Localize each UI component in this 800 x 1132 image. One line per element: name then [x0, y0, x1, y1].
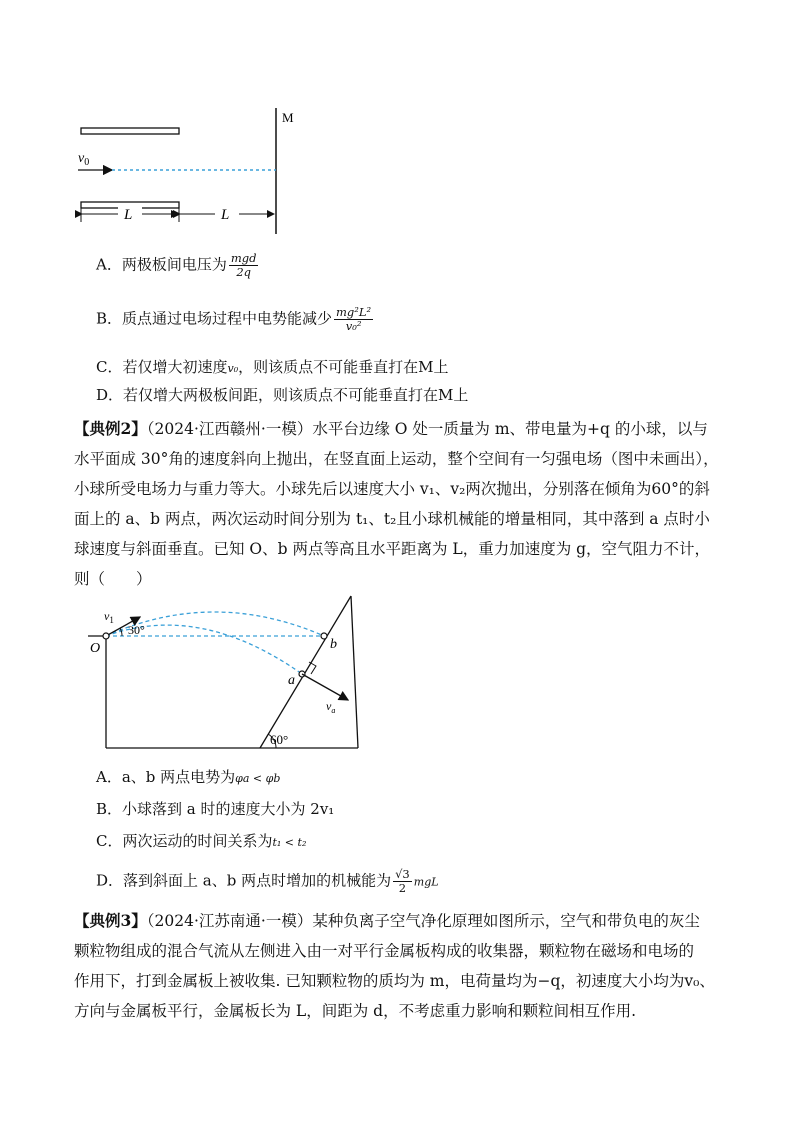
point-b — [321, 633, 327, 639]
example3-line-4: 方向与金属板平行，金属板长为 L，间距为 d，不考虑重力影响和颗粒间相互作用. — [74, 1002, 636, 1020]
example2-line-6: 则（ ） — [74, 570, 152, 588]
label-l1: L — [124, 207, 133, 223]
example3-line-2: 颗粒物组成的混合气流从左侧进入由一对平行金属板构成的收集器，颗粒物在磁场和电场的 — [74, 942, 695, 960]
example2-line-5: 球速度与斜面垂直。已知 O、b 两点等高且水平距离为 L，重力加速度为 g，空气阻力不计， — [74, 540, 711, 558]
label-v0: $v_0$ — [78, 151, 90, 168]
q1-option-b-text: B．质点通过电场过程中电势能减少 — [96, 309, 333, 328]
example3-line-1-text: （2024·江苏南通·一模）某种负离子空气净化原理如图所示，空气和带负电的灰尘 — [146, 912, 700, 930]
q2-option-d — [96, 868, 439, 895]
q1-option-c-prefix: C．若仅增大初速度 — [96, 358, 228, 376]
example2-tag: 【典例2】 — [74, 419, 147, 438]
q2-option-c — [96, 830, 306, 854]
q2-option-c-expr: t₁ < t₂ — [272, 836, 307, 849]
example2-line-4: 面上的 a、b 两点，两次运动时间分别为 t₁、t₂且小球机械能的增量相同，其中落到 a 点时小 — [74, 510, 710, 528]
label-a: a — [288, 673, 295, 688]
example3-line-1 — [74, 910, 715, 932]
incline-back — [351, 596, 358, 748]
q2-option-c-prefix: C．两次运动的时间关系为 — [96, 832, 273, 850]
label-l2: L — [221, 207, 230, 223]
q2-option-a — [96, 766, 280, 790]
label-va: $v_a$ — [326, 699, 336, 715]
q2-option-b-text: B．小球落到 a 时的速度大小为 2v₁ — [96, 800, 335, 818]
va-arrow — [302, 674, 348, 700]
figure-capacitor — [60, 100, 320, 235]
q2-d-num: √3 — [395, 867, 410, 881]
q1-option-b — [96, 306, 375, 333]
example3-paragraph — [74, 910, 715, 1022]
q1-option-c-var: v₀ — [227, 362, 239, 375]
q1-option-d — [96, 384, 468, 406]
q1-a-den: 2q — [236, 265, 251, 279]
q1-option-a-text: A．两极板间电压为 — [96, 255, 227, 274]
q2-option-d-suffix: mgL — [413, 875, 439, 889]
q1-b-num: mg²L² — [336, 305, 372, 319]
q2-option-b — [96, 798, 334, 820]
q2-d-den: 2 — [398, 881, 407, 895]
label-b: b — [330, 637, 337, 652]
figure-incline — [80, 592, 370, 752]
q1-option-d-text: D．若仅增大两极板间距，则该质点不可能垂直打在M上 — [96, 386, 469, 404]
q2-option-a-prefix: A．a、b 两点电势为 — [96, 768, 236, 786]
q2-option-d-prefix: D．落到斜面上 a、b 两点时增加的机械能为 — [96, 871, 392, 890]
label-o: O — [90, 641, 101, 656]
example3-line-3: 作用下，打到金属板上被收集. 已知颗粒物的质均为 m，电荷量均为−q，初速度大小均为v₀、 — [74, 972, 715, 990]
example2-line-1 — [74, 418, 719, 440]
q1-option-c-suffix: ，则该质点不可能垂直打在M上 — [238, 358, 449, 376]
label-60: 60° — [270, 732, 289, 747]
example3-tag: 【典例3】 — [74, 911, 147, 930]
point-o — [103, 633, 109, 639]
q1-a-num: mgd — [230, 251, 257, 265]
example2-line-3: 小球所受电场力与重力等大。小球先后以速度大小 v₁、v₂两次抛出，分别落在倾角为60°的斜 — [74, 480, 710, 498]
label-v1: $v_1$ — [104, 609, 114, 625]
q2-option-a-expr: φa < φb — [235, 772, 281, 785]
q1-option-c — [96, 356, 448, 380]
example2-line-2: 水平面成 30°角的速度斜向上抛出，在竖直面上运动，整个空间有一匀强电场（图中未画出）， — [74, 450, 719, 468]
q1-b-den: v₀² — [345, 319, 362, 333]
label-m: M — [282, 110, 294, 125]
q1-option-a — [96, 252, 260, 279]
upper-plate — [81, 128, 179, 134]
example2-paragraph — [74, 418, 719, 590]
label-30: 30° — [128, 623, 145, 637]
example2-line-1-text: （2024·江西赣州·一模）水平台边缘 O 处一质量为 m、带电量为+q 的小球，以与 — [146, 420, 708, 438]
